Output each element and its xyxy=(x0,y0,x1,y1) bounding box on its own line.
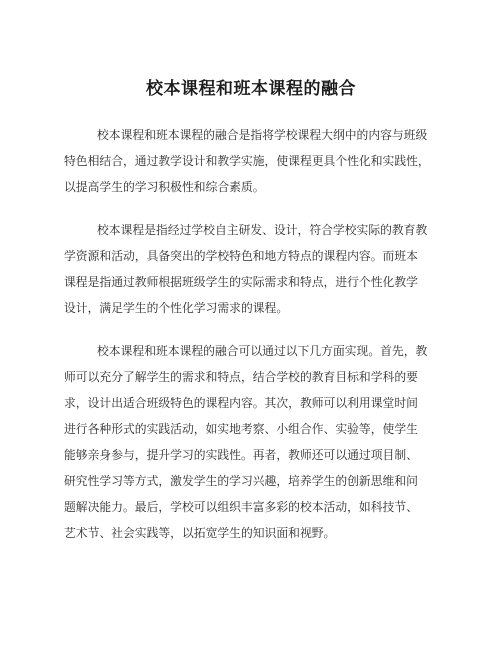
paragraph-2-line-2: 学资源和活动，具备突出的学校特色和地方特点的课程内容。而班本 xyxy=(64,249,418,263)
paragraph-2-line-1: 校本课程是指经过学校自主研发、设计，符合学校实际的教育教 xyxy=(97,223,428,237)
paragraph-3-line-4: 进行各种形式的实践活动，如实地考察、小组合作、实验等，使学生 xyxy=(64,422,418,436)
paragraph-3-line-2: 师可以充分了解学生的需求和特点，结合学校的教育目标和学科的要 xyxy=(64,370,418,384)
paragraph-1-line-2: 特色相结合，通过教学设计和教学实施，使课程更具个性化和实践性， xyxy=(64,154,430,168)
paragraph-3-line-6: 研究性学习等方式，激发学生的学习兴趣，培养学生的创新思维和问 xyxy=(64,474,418,488)
paragraph-3-line-8: 艺术节、社会实践等，以拓宽学生的知识面和视野。 xyxy=(64,526,336,540)
paragraph-3-line-1: 校本课程和班本课程的融合可以通过以下几方面实现。首先，教 xyxy=(97,344,428,358)
paragraph-3-line-3: 求，设计出适合班级特色的课程内容。其次，教师可以利用课堂时间 xyxy=(64,396,418,410)
paragraph-1-line-3: 以提高学生的学习积极性和综合素质。 xyxy=(64,180,265,194)
paragraph-1-line-1: 校本课程和班本课程的融合是指将学校课程大纲中的内容与班级 xyxy=(97,128,428,142)
paragraph-3-line-7: 题解决能力。最后，学校可以组织丰富多彩的校本活动，如科技节、 xyxy=(64,500,418,514)
paragraph-2-line-4: 设计，满足学生的个性化学习需求的课程。 xyxy=(64,301,289,315)
paragraph-3-line-5: 能够亲身参与，提升学习的实践性。再者，教师还可以通过项目制、 xyxy=(64,448,418,462)
paragraph-2-line-3: 课程是指通过教师根据班级学生的实际需求和特点，进行个性化教学 xyxy=(64,275,418,289)
document-title: 校本课程和班本课程的融合 xyxy=(146,79,356,99)
